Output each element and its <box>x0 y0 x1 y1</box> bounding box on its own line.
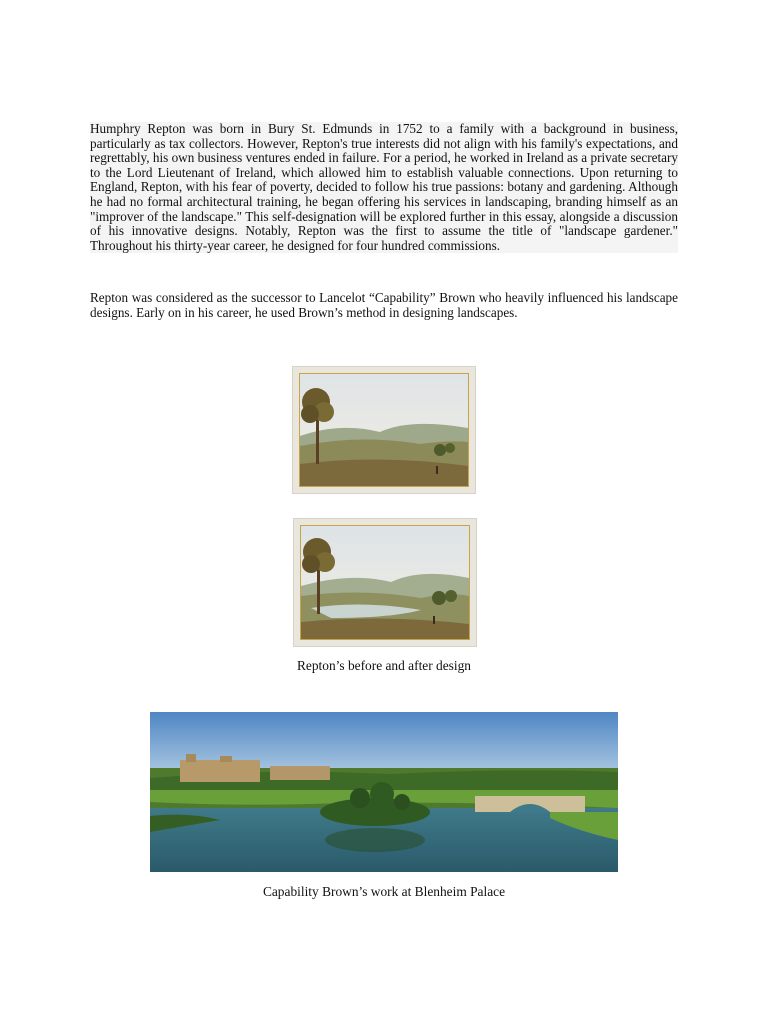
blenheim-palace-photo <box>150 712 618 872</box>
figure-caption-repton: Repton’s before and after design <box>296 658 472 673</box>
repton-after-painting <box>293 518 477 647</box>
paragraph-repton-brown: Repton was considered as the successor to Lancelot “Capability” Brown who heavily influenced his landscape designs. Early on in his career, he used Brown’s method in designing landscapes. <box>90 290 678 320</box>
figure-caption-blenheim: Capability Brown’s work at Blenheim Palace <box>262 884 506 899</box>
after-landscape-image <box>301 526 469 639</box>
paragraph-repton-biography: Humphry Repton was born in Bury St. Edmunds in 1752 to a family with a background in business, particularly as tax collectors. However, Repton's true interests did not align with his family's expectations, and regrettably, his own business ventures ended in failure. For a period, he worked in Ireland as a private secretary to the Lord Lieutenant of Ireland, which allowed him to establish valuable connections. Upon returning to England, Repton, with his fear of poverty, decided to follow his true passions: botany and gardening. Although he had no formal architectural training, he began offering his services in landscaping, branding himself as an "improver of the landscape." This self-designation will be explored further in this essay, alongside a discussion of his innovative designs. Notably, Repton was the first to assume the title of "landscape gardener." Throughout his thirty-year career, he designed for four hundred commissions. <box>90 121 678 253</box>
blenheim-landscape-image <box>150 712 618 872</box>
before-landscape-image <box>300 374 468 486</box>
repton-before-painting <box>292 366 476 494</box>
